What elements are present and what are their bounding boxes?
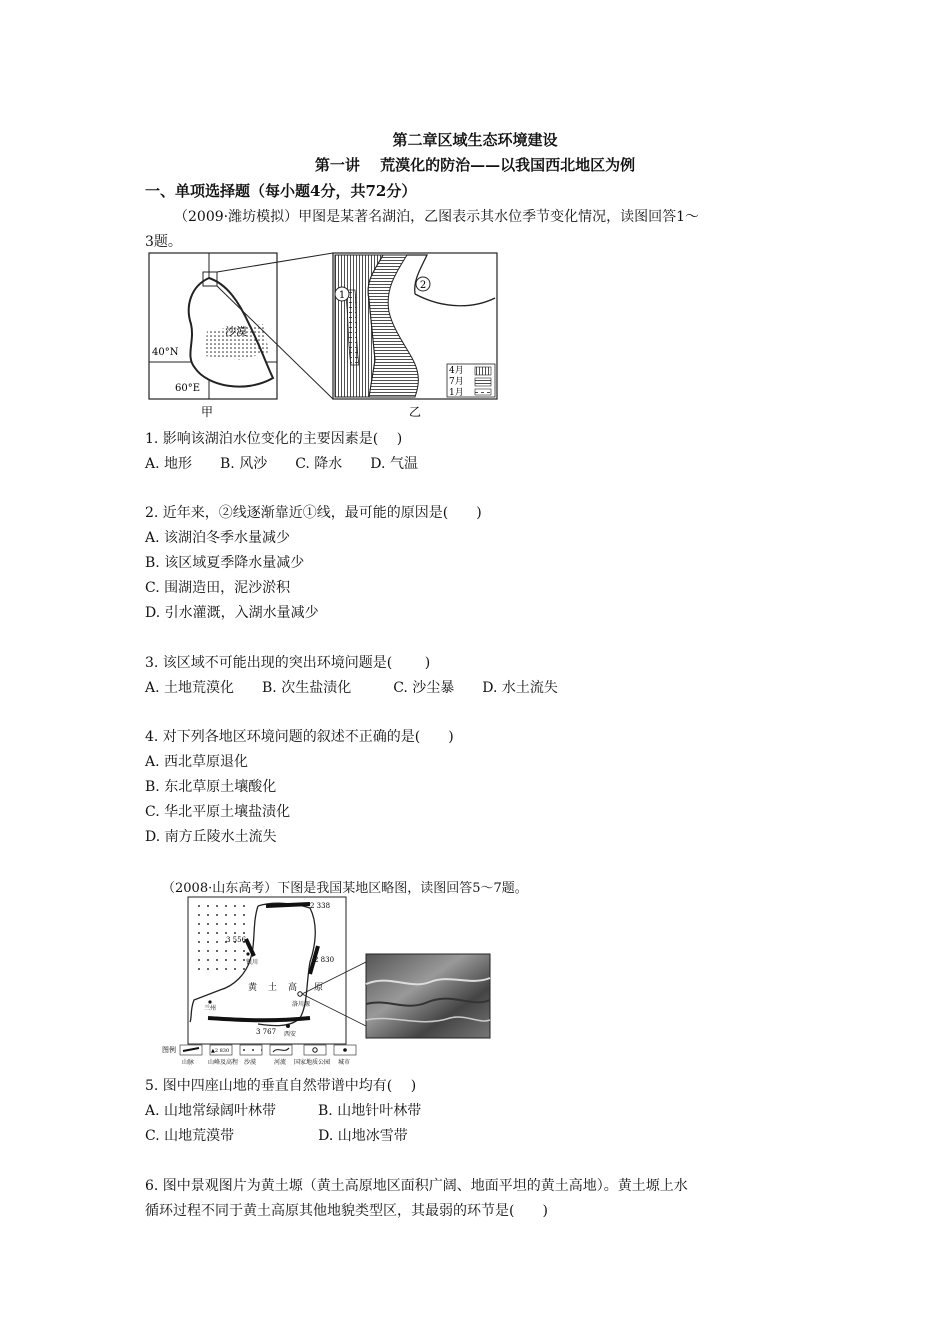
plateau-char-2: 土 <box>268 983 278 993</box>
marker-2: 2 <box>419 280 427 291</box>
peak-3767: 3 767 <box>256 1028 277 1036</box>
legend-geopark: 国家地质公园 <box>294 1059 331 1066</box>
q4-option-a: A. 西北草原退化 <box>145 754 249 770</box>
peak-2338: 2 338 <box>310 902 331 910</box>
legend-desert: 沙漠 <box>244 1059 257 1066</box>
caption-yi: 乙 <box>408 405 422 419</box>
city-yinchuan: 银川 <box>246 959 259 966</box>
legend-january: 1月 <box>449 388 464 398</box>
plateau-char-4: 原 <box>314 983 324 993</box>
intro1-line1: （2009·潍坊模拟）甲图是某著名湖泊，乙图表示其水位季节变化情况，读图回答1～ <box>174 209 699 225</box>
q2-option-d: D. 引水灌溉，入湖水量减少 <box>145 605 319 621</box>
legend-title: 图例 <box>162 1046 176 1054</box>
marker-1: 1 <box>338 290 346 301</box>
lesson-title: 第一讲 荒漠化的防治——以我国西北地区为例 <box>314 156 636 174</box>
landscape-photo <box>366 954 490 1038</box>
q2-option-c: C. 围湖造田，泥沙淤积 <box>145 580 291 596</box>
q5-options-ab: A. 山地常绿阔叶林带 B. 山地针叶林带 <box>145 1103 422 1119</box>
chapter-title: 第二章区域生态环境建设 <box>392 131 558 149</box>
legend-mountain: 山脉 <box>182 1059 195 1066</box>
legend-peak: 山峰及高程 <box>208 1059 239 1066</box>
q3-options: A. 土地荒漠化 B. 次生盐渍化 C. 沙尘暴 D. 水土流失 <box>145 680 558 696</box>
peak-3556: 3 556 <box>226 936 247 944</box>
q5-options-cd: C. 山地荒漠带 D. 山地冰雪带 <box>145 1128 408 1144</box>
q5-stem: 5. 图中四座山地的垂直自然带谱中均有( ) <box>145 1078 417 1094</box>
q1-options: A. 地形 B. 风沙 C. 降水 D. 气温 <box>145 456 418 472</box>
city-lanzhou: 兰州 <box>204 1005 217 1012</box>
legend-city: 城市 <box>338 1059 351 1066</box>
figure-lake-map <box>145 250 505 422</box>
legend-peak-sample: ▲2 830 <box>211 1048 230 1054</box>
q4-option-d: D. 南方丘陵水土流失 <box>145 829 277 845</box>
legend-april: 4月 <box>449 366 464 376</box>
city-luochuan: 洛川塬 <box>292 1001 311 1008</box>
caption-jia: 甲 <box>200 405 214 419</box>
legend-july: 7月 <box>449 377 464 387</box>
q1-stem: 1. 影响该湖泊水位变化的主要因素是( ) <box>145 431 403 447</box>
intro1-line2: 3题。 <box>145 234 182 250</box>
q4-option-c: C. 华北平原土壤盐渍化 <box>145 804 291 820</box>
q2-option-b: B. 该区域夏季降水量减少 <box>145 555 305 571</box>
lat-label: 40°N <box>152 347 179 358</box>
q4-stem: 4. 对下列各地区环境问题的叙述不正确的是( ) <box>145 729 454 745</box>
q2-option-a: A. 该湖泊冬季水量减少 <box>145 530 291 546</box>
desert-label: 沙漠 <box>225 325 247 338</box>
q4-option-b: B. 东北草原土壤酸化 <box>145 779 277 795</box>
plateau-char-1: 黄 <box>248 983 258 993</box>
figure-loess-map <box>160 894 495 1070</box>
intro2: （2008·山东高考）下图是我国某地区略图，读图回答5～7题。 <box>162 881 528 896</box>
section-heading: 一、单项选择题（每小题4分，共72分） <box>145 182 417 200</box>
plateau-char-3: 高 <box>288 983 298 993</box>
q6-stem-line1: 6. 图中景观图片为黄土塬（黄土高原地区面积广阔、地面平坦的黄土高地）。黄土塬上水 <box>145 1178 688 1194</box>
peak-2830: 2 830 <box>314 956 335 964</box>
city-xian: 西安 <box>284 1031 297 1038</box>
legend-river: 河流 <box>274 1059 287 1066</box>
q6-stem-line2: 循环过程不同于黄土高原其他地貌类型区，其最弱的环节是( ) <box>145 1203 548 1219</box>
q2-stem: 2. 近年来，②线逐渐靠近①线，最可能的原因是( ) <box>145 505 482 521</box>
lon-label: 60°E <box>175 383 201 394</box>
q3-stem: 3. 该区域不可能出现的突出环境问题是( ) <box>145 655 431 671</box>
